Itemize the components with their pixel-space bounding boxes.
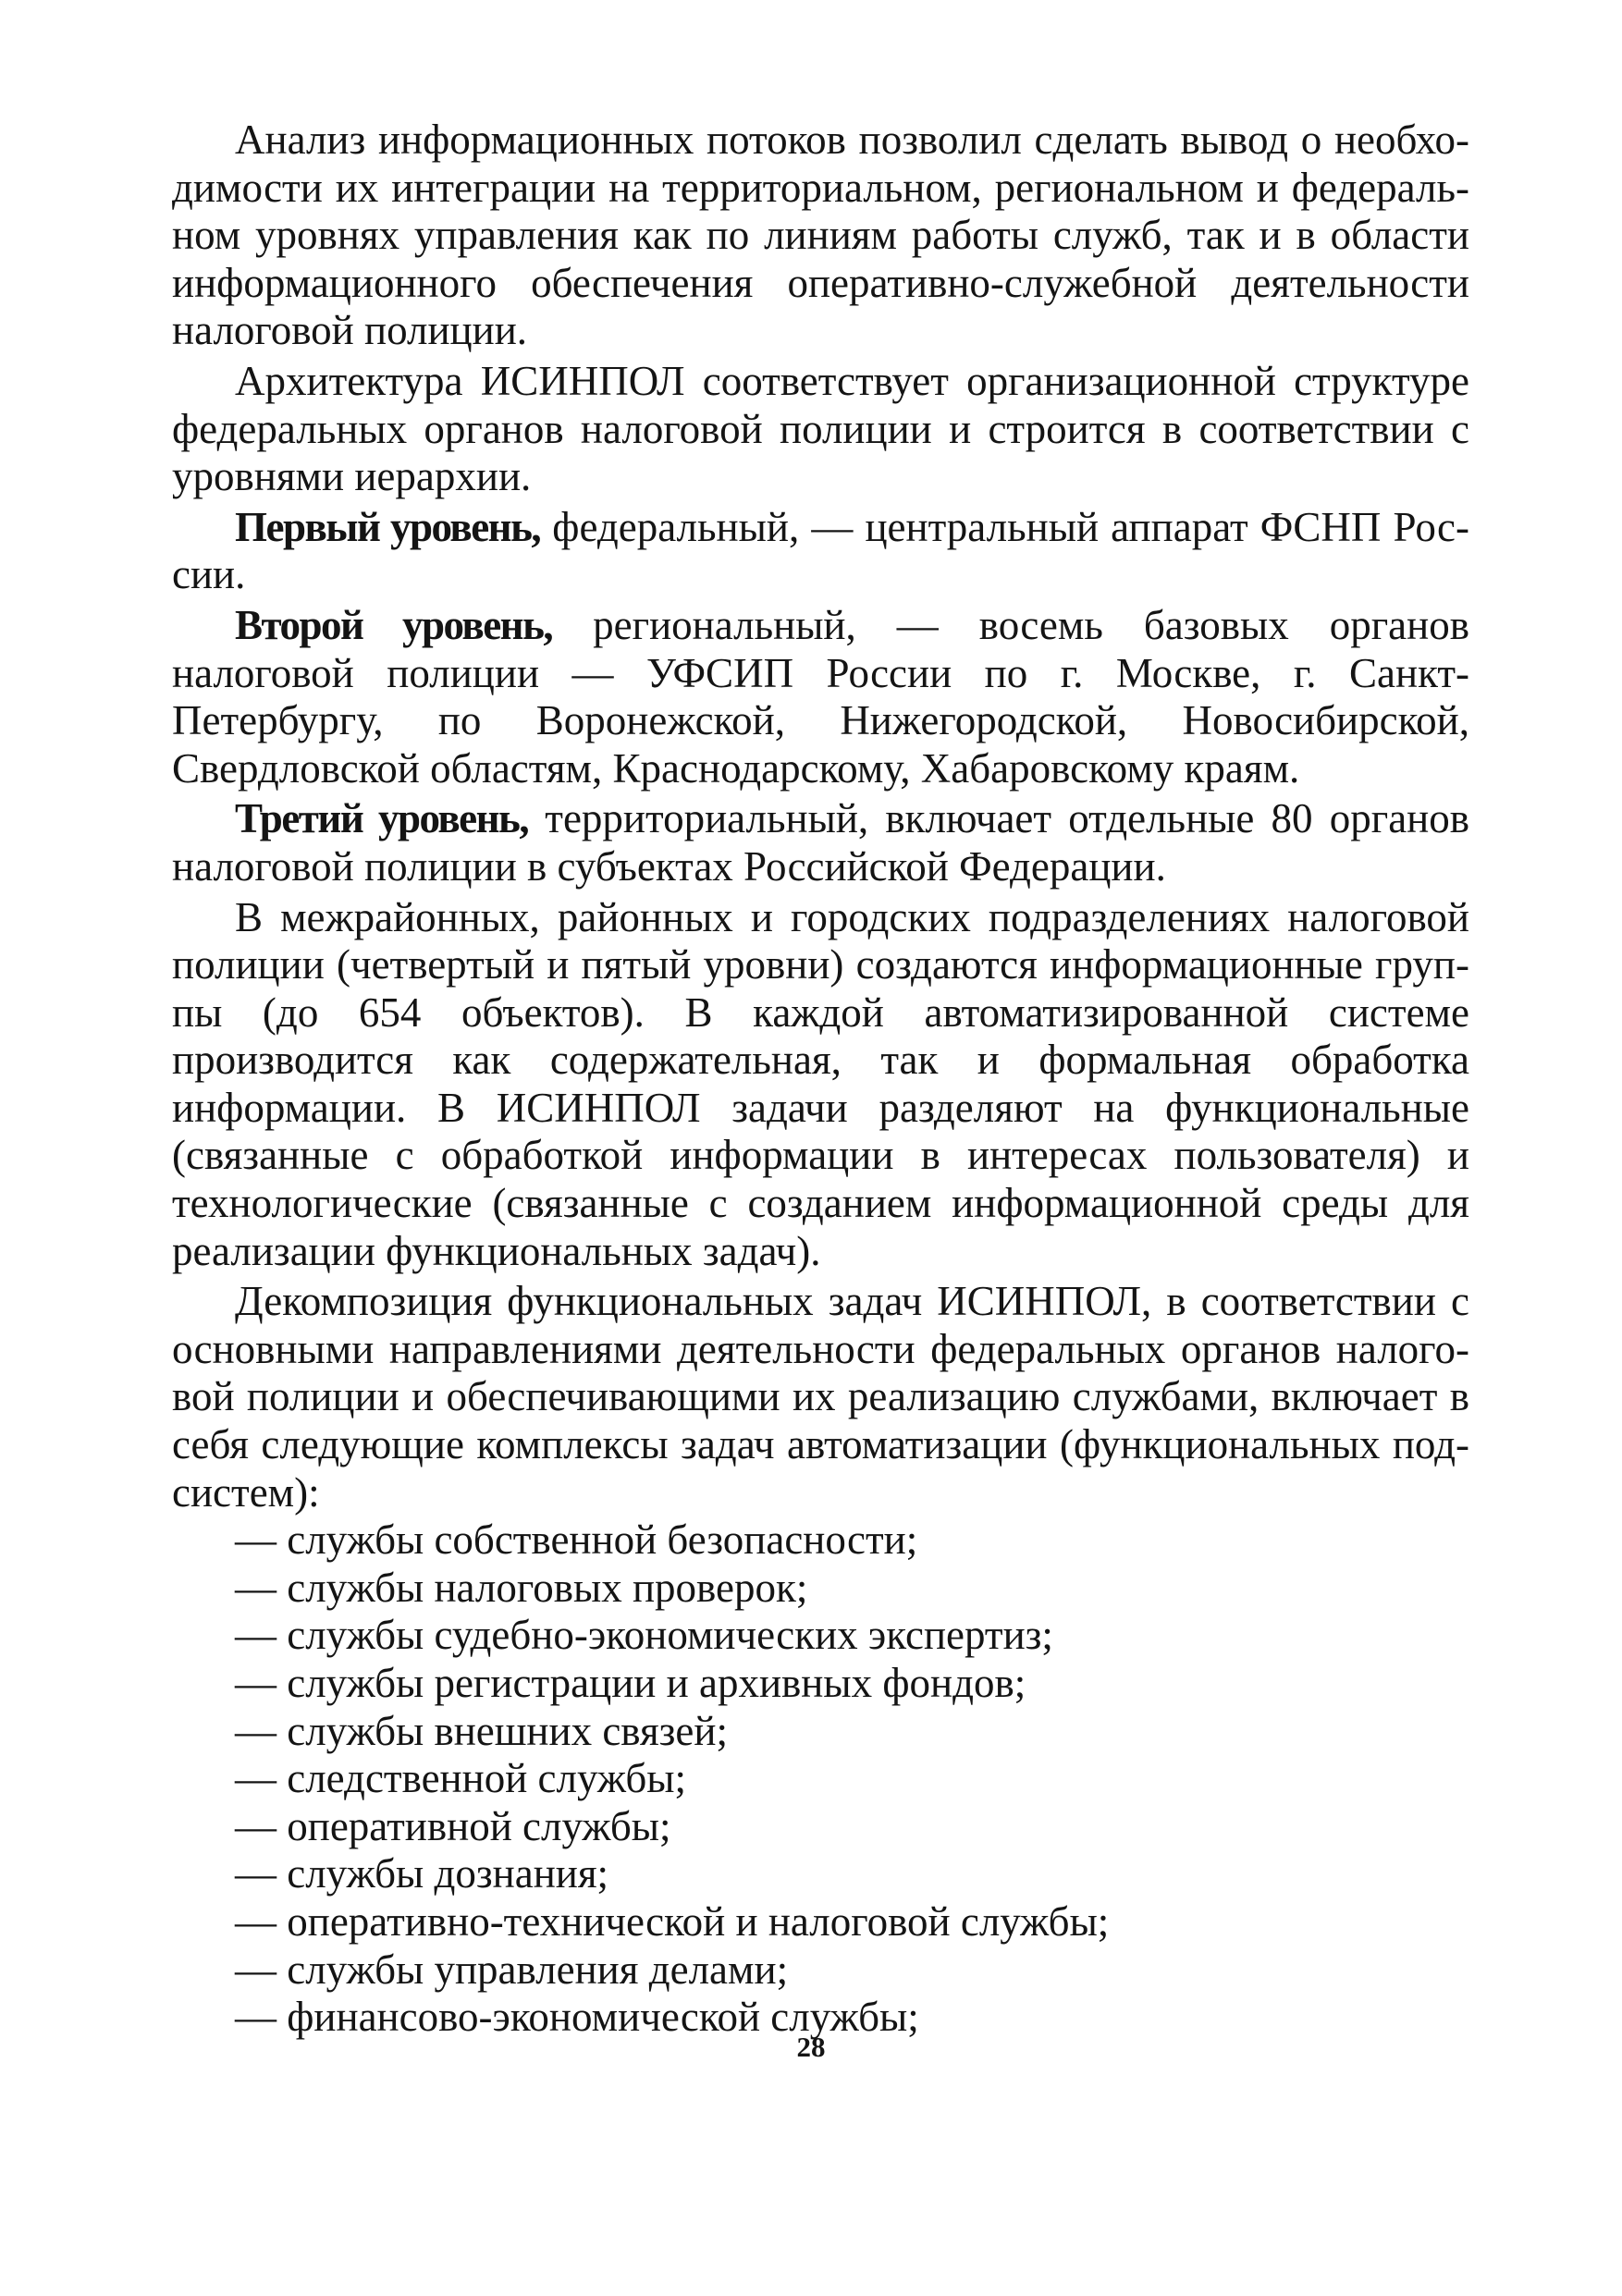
paragraph-first-level — [172, 504, 1469, 599]
paragraph-text: Архитектура ИСИНПОЛ соответствует организационной структуре федеральных органов налоговой полиции и строится в соответствии с уровнями иерархии. — [172, 357, 1469, 500]
level-heading: Первый уровень, — [235, 503, 541, 550]
paragraph-second-level — [172, 602, 1469, 792]
page-body — [172, 117, 1469, 2042]
paragraph-text: Декомпозиция функциональных задач ИСИНПОЛ, в соответствии с основными направлениями деятельности федеральных органов налоговой полиции и обеспечивающими их реализацию службами, включает в себя следующие комплексы задач автоматизации (функциональных подсистем): — [172, 1278, 1469, 1516]
list-item: — оперативно-технической и налоговой службы; — [235, 1897, 1110, 1945]
level-heading: Третий уровень, — [235, 795, 529, 842]
paragraph-third-level — [172, 795, 1469, 890]
paragraph-text: региональный, — восемь базовых органов налоговой полиции — УФСИП России по г. Москве, г. Санкт-Петербургу, по Воронежской, Нижегородской, Новосибирской, Свердловской областям, Краснодарскому, Хабаровскому краям. — [172, 601, 1469, 792]
paragraph-information-flows — [172, 117, 1469, 355]
list-item: — службы управления делами; — [235, 1946, 789, 1993]
paragraph-decomposition — [172, 1278, 1469, 1516]
list-item: — оперативной службы; — [235, 1802, 671, 1849]
list-item: — службы налоговых проверок; — [235, 1564, 808, 1611]
paragraph-text: территориальный, включает отдельные 80 органов налоговой полиции в субъектах Российской Федерации. — [172, 795, 1469, 890]
paragraph-text: Анализ информационных потоков позволил сделать вывод о необходимости их интеграции на территориальном, региональном и федеральном уровнях управления как по линиям работы служб, так и в области информационного обеспечения оперативно-служебной деятельности налоговой полиции. — [172, 117, 1469, 354]
page-number: 28 — [796, 2031, 826, 2063]
list-item: — службы внешних связей; — [235, 1707, 728, 1754]
list-item: — службы регистрации и архивных фондов; — [235, 1660, 1026, 1706]
list-item: — службы дознания; — [235, 1850, 609, 1897]
list-item: — финансово-экономической службы; — [235, 1994, 919, 2041]
list-item: — следственной службы; — [235, 1755, 687, 1802]
paragraph-text: В межрайонных, районных и городских подразделениях налоговой полиции (четвертый и пятый уровни) создаются информационные группы (до 654 объектов). В каждой автоматизированной системе производится как содержательная, так и формальная обработка информации. В ИСИНПОЛ задачи разделяют на функциональные (связанные с обработкой информации в интересах пользователя) и технологические (связанные с созданием информационной среды для реализации функциональных задач). — [172, 893, 1469, 1274]
subsystems-list — [172, 1516, 1469, 2042]
paragraph-architecture — [172, 358, 1469, 501]
paragraph-interdistrict-units — [172, 894, 1469, 1276]
list-item: — службы собственной безопасности; — [235, 1516, 918, 1564]
paragraph-text: федеральный, — центральный аппарат ФСНП России. — [172, 503, 1469, 598]
level-heading: Второй уровень, — [235, 601, 553, 648]
list-item: — службы судебно-экономических экспертиз; — [235, 1612, 1053, 1659]
